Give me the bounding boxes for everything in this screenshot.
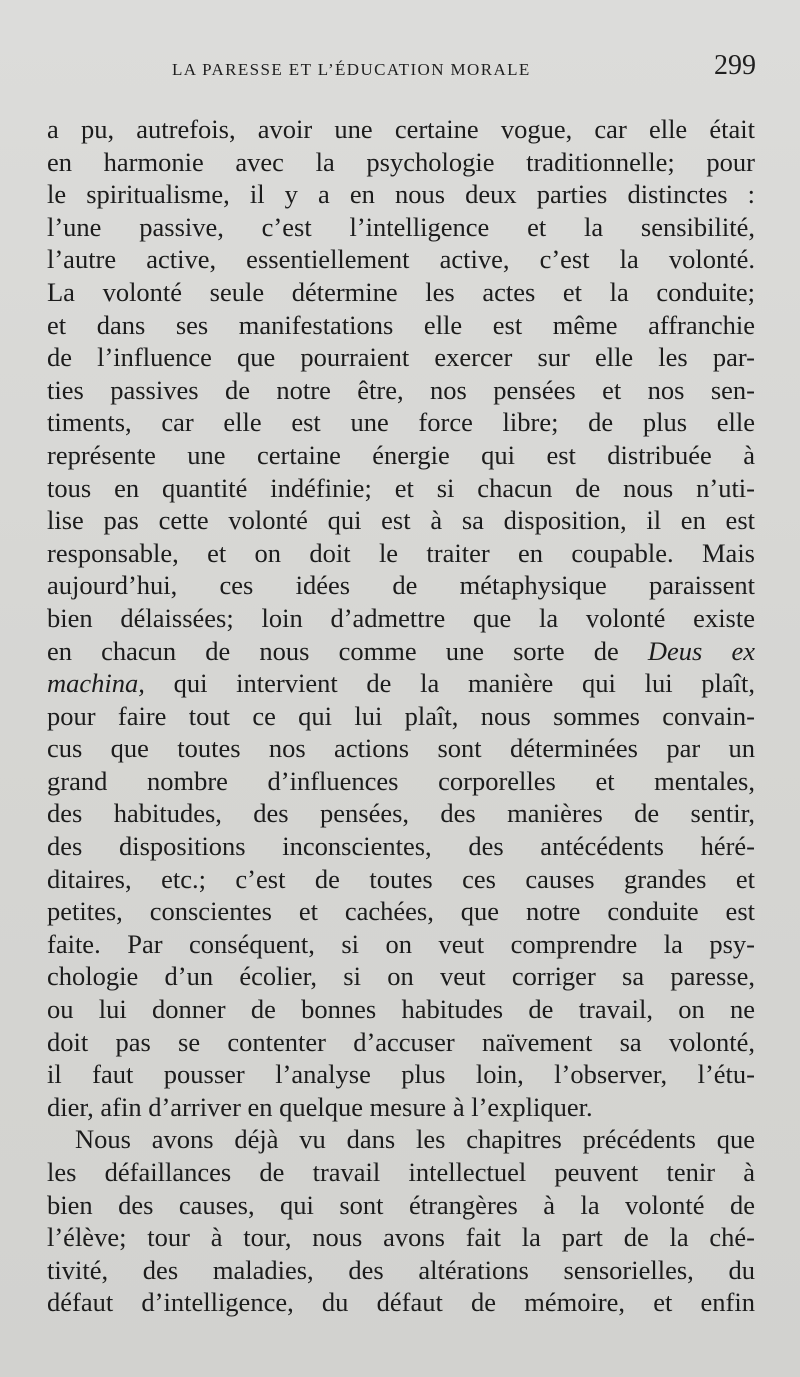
text-line: des dispositions inconscientes, des antécédents héré-: [47, 831, 755, 862]
text-line: responsable, et on doit le traiter en coupable. Mais: [47, 537, 755, 568]
text-line: l’une passive, c’est l’intelligence et la sensibilité,: [47, 211, 755, 242]
text-line-mixed: [47, 635, 755, 668]
text-line: dier, afin d’arriver en quelque mesure à l’expliquer.: [47, 1091, 593, 1122]
text-line: doit pas se contenter d’accuser naïvement sa volonté,: [47, 1026, 755, 1057]
body-text: [47, 113, 755, 1319]
text-line: pour faire tout ce qui lui plaît, nous sommes convain-: [47, 700, 755, 731]
text-line: lise pas cette volonté qui est à sa disposition, il en est: [47, 505, 755, 536]
text-line: La volonté seule détermine les actes et la conduite;: [47, 276, 755, 307]
text-line: tous en quantité indéfinie; et si chacun de nous n’uti-: [47, 472, 755, 503]
text-line: timents, car elle est une force libre; de plus elle: [47, 407, 755, 438]
text-line: des habitudes, des pensées, des manières de sentir,: [47, 798, 755, 829]
text-line: chologie d’un écolier, si on veut corriger sa paresse,: [47, 961, 755, 992]
text-line: ou lui donner de bonnes habitudes de travail, on ne: [47, 994, 755, 1025]
text-line: ditaires, etc.; c’est de toutes ces causes grandes et: [47, 863, 755, 894]
text-line: aujourd’hui, ces idées de métaphysique paraissent: [47, 570, 755, 601]
text-line: le spiritualisme, il y a en nous deux parties distinctes :: [47, 179, 755, 210]
text-line: l’élève; tour à tour, nous avons fait la part de la ché-: [47, 1222, 755, 1253]
text-line: et dans ses manifestations elle est même affranchie: [47, 309, 755, 340]
text-line: bien délaissées; loin d’admettre que la volonté existe: [47, 602, 755, 633]
text-line: a pu, autrefois, avoir une certaine vogue, car elle était: [47, 114, 755, 144]
italic-phrase: machina,: [47, 668, 145, 699]
running-title: LA PARESSE ET L’ÉDUCATION MORALE: [172, 60, 531, 79]
text-line: bien des causes, qui sont étrangères à la volonté de: [47, 1189, 755, 1220]
line-text: en chacun de nous comme une sorte de: [47, 635, 619, 666]
text-line-mixed: [47, 667, 755, 700]
text-line: défaut d’intelligence, du défaut de mémoire, et enfin: [47, 1287, 755, 1318]
text-line: petites, conscientes et cachées, que notre conduite est: [47, 896, 755, 927]
line-text: qui intervient de la manière qui lui plaît,: [173, 668, 755, 699]
text-line: en harmonie avec la psychologie traditionnelle; pour: [47, 146, 755, 177]
text-line: grand nombre d’influences corporelles et mentales,: [47, 765, 755, 796]
text-line: faite. Par conséquent, si on veut comprendre la psy-: [47, 928, 755, 959]
text-line: de l’influence que pourraient exercer sur elle les par-: [47, 342, 755, 373]
italic-phrase: Deus ex: [647, 635, 755, 666]
text-line: cus que toutes nos actions sont déterminées par un: [47, 733, 755, 764]
text-line: ties passives de notre être, nos pensées et nos sen-: [47, 374, 755, 405]
text-line: tivité, des maladies, des altérations sensorielles, du: [47, 1254, 755, 1285]
text-line: l’autre active, essentiellement active, c’est la volonté.: [47, 244, 755, 275]
text-line: Nous avons déjà vu dans les chapitres précédents que: [75, 1124, 755, 1155]
text-line: il faut pousser l’analyse plus loin, l’observer, l’étu-: [47, 1059, 755, 1090]
page-number: 299: [714, 50, 756, 81]
text-line: les défaillances de travail intellectuel peuvent tenir à: [47, 1157, 755, 1187]
text-line: représente une certaine énergie qui est distribuée à: [47, 439, 755, 470]
